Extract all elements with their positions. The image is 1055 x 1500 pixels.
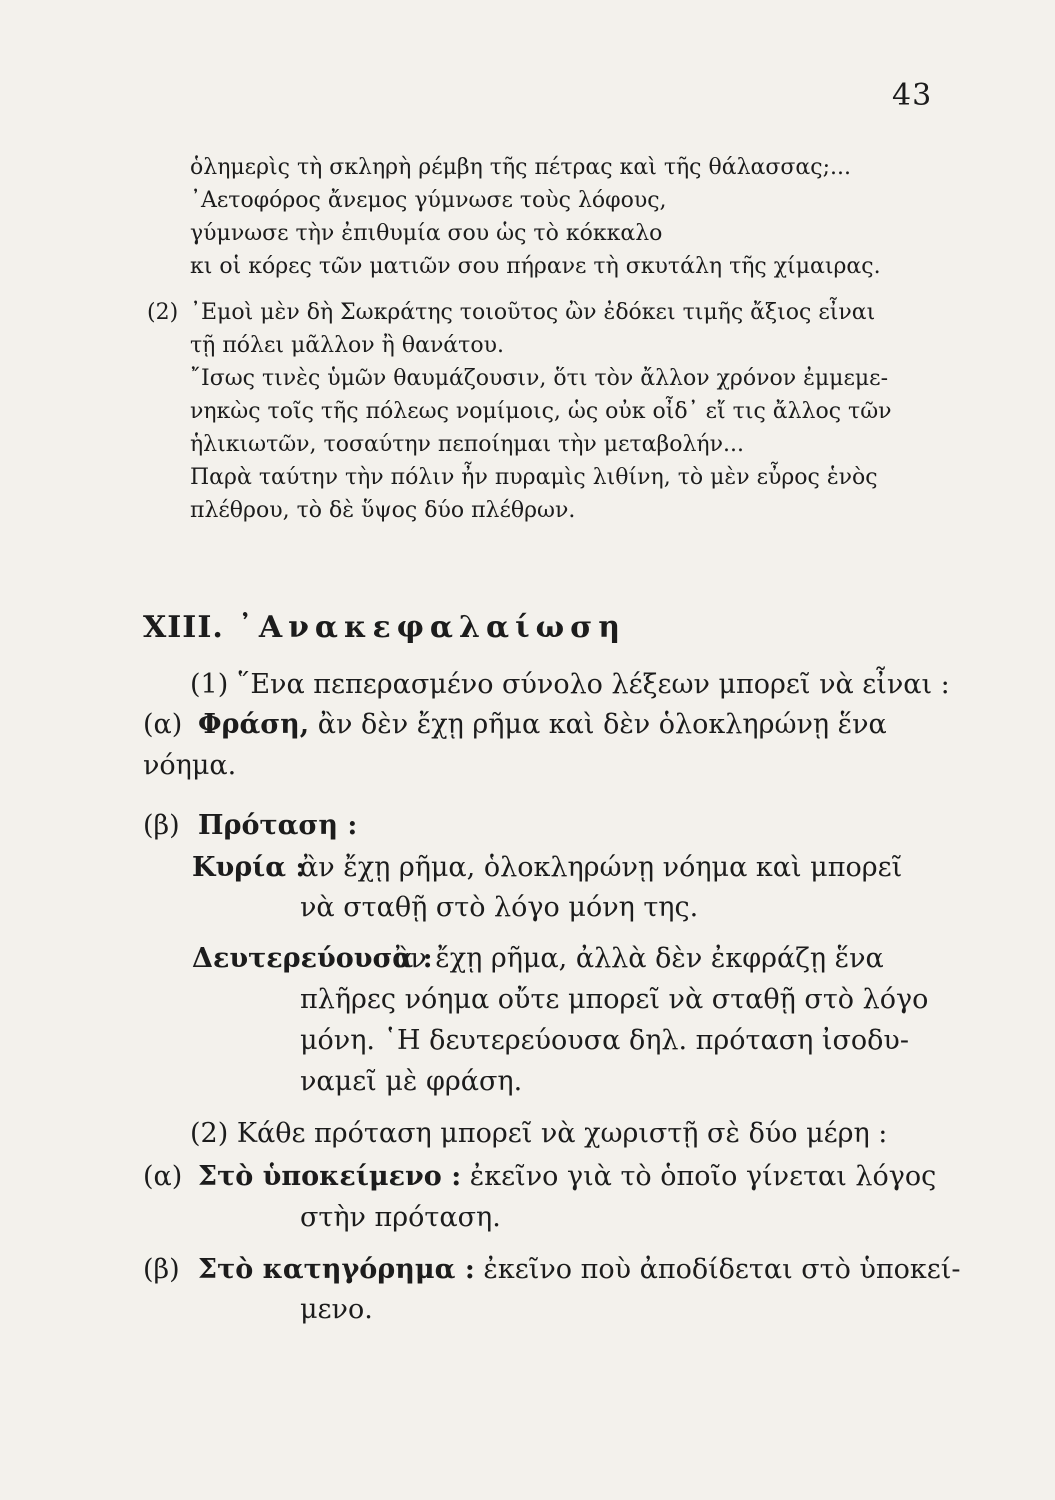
section-number: XIII. <box>143 610 224 645</box>
subject-line <box>198 1157 936 1197</box>
subject-text: ἐκεῖνο γιὰ τὸ ὁποῖο γίνεται λόγος <box>469 1161 937 1192</box>
predicate-continuation: μενο. <box>300 1294 373 1325</box>
deuterevousa-text-line: ἂν ἔχῃ ρῆμα, ἀλλὰ δὲν ἐκφράζῃ ἕνα <box>392 943 884 974</box>
page-number: 43 <box>892 78 933 113</box>
prose-line: πλέθρου, τὸ δὲ ὕψος δύο πλέθρων. <box>190 498 576 523</box>
prose-line: ᾿Εμοὶ μὲν δὴ Σωκράτης τοιοῦτος ὢν ἐδόκει τιμῆς ἄξιος εἶναι <box>190 300 876 325</box>
section-title: ᾿Ανακεφαλαίωση <box>237 610 627 645</box>
predicate-text: ἐκεῖνο ποὺ ἀποδίδεται στὸ ὑποκεί- <box>483 1254 961 1285</box>
predicate-term: Στὸ κατηγόρημα : <box>198 1254 475 1285</box>
excerpt-marker: (2) <box>147 300 179 325</box>
item-alpha2-marker: (α) <box>143 1161 183 1192</box>
item-beta-marker: (β) <box>143 810 180 841</box>
deuterevousa-term-text: Δευτερεύουσα : <box>192 943 433 974</box>
poem-line: ὁλημερὶς τὴ σκληρὴ ρέμβη τῆς πέτρας καὶ τῆς θάλασσας;... <box>190 155 851 180</box>
frasi-term: Φράση, <box>198 709 310 740</box>
subject-continuation: στὴν πρόταση. <box>300 1202 501 1233</box>
deuterevousa-text-line: πλῆρες νόημα οὔτε μπορεῖ νὰ σταθῇ στὸ λόγο <box>300 984 929 1015</box>
subject-term: Στὸ ὑποκείμενο : <box>198 1161 462 1192</box>
frasi-line <box>198 705 887 745</box>
paragraph-2-intro: (2) Κάθε πρόταση μπορεῖ νὰ χωριστῇ σὲ δύο μέρη : <box>190 1118 888 1149</box>
prose-line: ἡλικιωτῶν, τοσαύτην πεποίημαι τὴν μεταβολήν... <box>190 432 744 457</box>
prose-line: τῇ πόλει μᾶλλον ἢ θανάτου. <box>190 333 504 358</box>
kyria-text-line: νὰ σταθῇ στὸ λόγο μόνη της. <box>300 892 699 923</box>
poem-line: ᾿Αετοφόρος ἄνεμος γύμνωσε τοὺς λόφους, <box>190 188 667 213</box>
prose-line: ῎Ισως τινὲς ὑμῶν θαυμάζουσιν, ὅτι τὸν ἄλλον χρόνον ἐμμεμε- <box>190 366 889 391</box>
frasi-continuation: νόημα. <box>143 750 237 781</box>
protasi-term-text: Πρόταση : <box>198 810 358 841</box>
predicate-line <box>198 1250 960 1290</box>
prose-line: νηκὼς τοῖς τῆς πόλεως νομίμοις, ὡς οὐκ οἶδ᾿ εἴ τις ἄλλος τῶν <box>190 399 892 424</box>
deuterevousa-text-line: μόνη. ῾Η δευτερεύουσα δηλ. πρόταση ἰσοδυ- <box>300 1025 909 1056</box>
prose-line: Παρὰ ταύτην τὴν πόλιν ἦν πυραμὶς λιθίνη, τὸ μὲν εὖρος ἑνὸς <box>190 465 878 490</box>
protasi-term <box>198 806 357 846</box>
kyria-text-line: ἂν ἔχῃ ρῆμα, ὁλοκληρώνῃ νόημα καὶ μπορεῖ <box>300 852 903 883</box>
section-heading <box>143 610 626 645</box>
kyria-term-text: Κυρία : <box>192 852 306 883</box>
paragraph-1-intro: (1) ῞Ενα πεπερασμένο σύνολο λέξεων μπορεῖ νὰ εἶναι : <box>190 669 950 700</box>
kyria-term <box>192 848 305 888</box>
deuterevousa-text-line: ναμεῖ μὲ φράση. <box>300 1066 523 1097</box>
frasi-text: ἂν δὲν ἔχῃ ρῆμα καὶ δὲν ὁλοκληρώνῃ ἕνα <box>317 709 887 740</box>
item-alpha-marker: (α) <box>143 709 183 740</box>
poem-line: κι οἱ κόρες τῶν ματιῶν σου πήρανε τὴ σκυτάλη τῆς χίμαιρας. <box>190 254 881 279</box>
item-beta2-marker: (β) <box>143 1254 180 1285</box>
poem-line: γύμνωσε τὴν ἐπιθυμία σου ὡς τὸ κόκκαλο <box>190 221 663 246</box>
